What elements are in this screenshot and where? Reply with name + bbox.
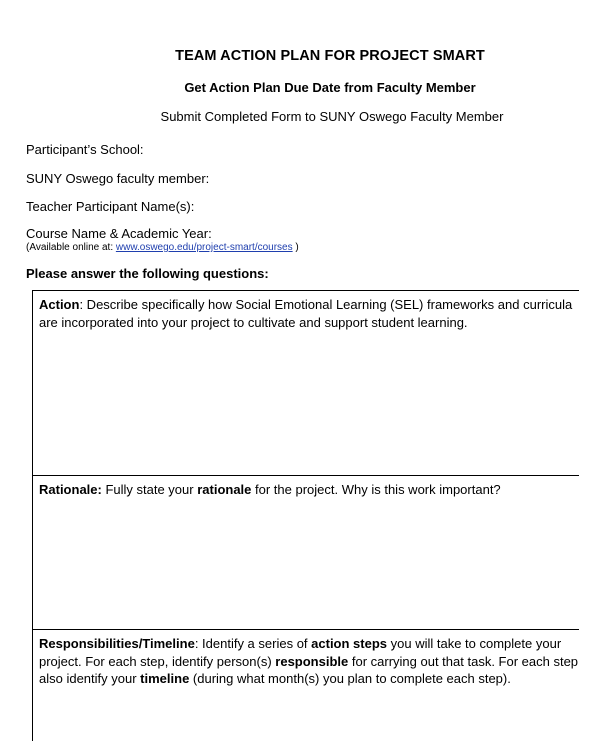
due-date-subtitle: Get Action Plan Due Date from Faculty Member (184, 80, 476, 95)
responsibilities-label: Responsibilities/Timeline (39, 636, 195, 651)
responsibilities-section[interactable]: Responsibilities/Timeline: Identify a series of action steps you will take to complete your project. For each step, identify person(s) responsible for carrying out that task. For each step also identify your timeline (during what month(s) you plan to complete each step). (39, 636, 579, 686)
questions-heading: Please answer the following questions: (26, 266, 269, 281)
course-year-field: Course Name & Academic Year: (26, 226, 212, 241)
rationale-section[interactable]: Rationale: Fully state your rationale for the project. Why is this work important? (33, 476, 579, 630)
action-section[interactable] (33, 291, 579, 476)
rationale-label: Rationale: (39, 482, 102, 497)
participant-school-field: Participant’s School: (26, 142, 144, 157)
teacher-names-field: Teacher Participant Name(s): (26, 199, 195, 214)
submission-instruction: Submit Completed Form to SUNY Oswego Faculty Member (160, 109, 504, 124)
availability-note: (Available online at: www.oswego.edu/project-smart/courses ) (26, 242, 299, 253)
action-description: : Describe specifically how Social Emotional Learning (SEL) frameworks and curricula are incorporated into your project to cultivate and support student learning. (39, 297, 573, 330)
action-label: Action (39, 297, 80, 312)
faculty-member-field: SUNY Oswego faculty member: (26, 171, 210, 186)
courses-link[interactable]: www.oswego.edu/project-smart/courses (115, 242, 293, 253)
questions-table (32, 290, 579, 741)
document-title: TEAM ACTION PLAN FOR PROJECT SMART (175, 48, 485, 64)
